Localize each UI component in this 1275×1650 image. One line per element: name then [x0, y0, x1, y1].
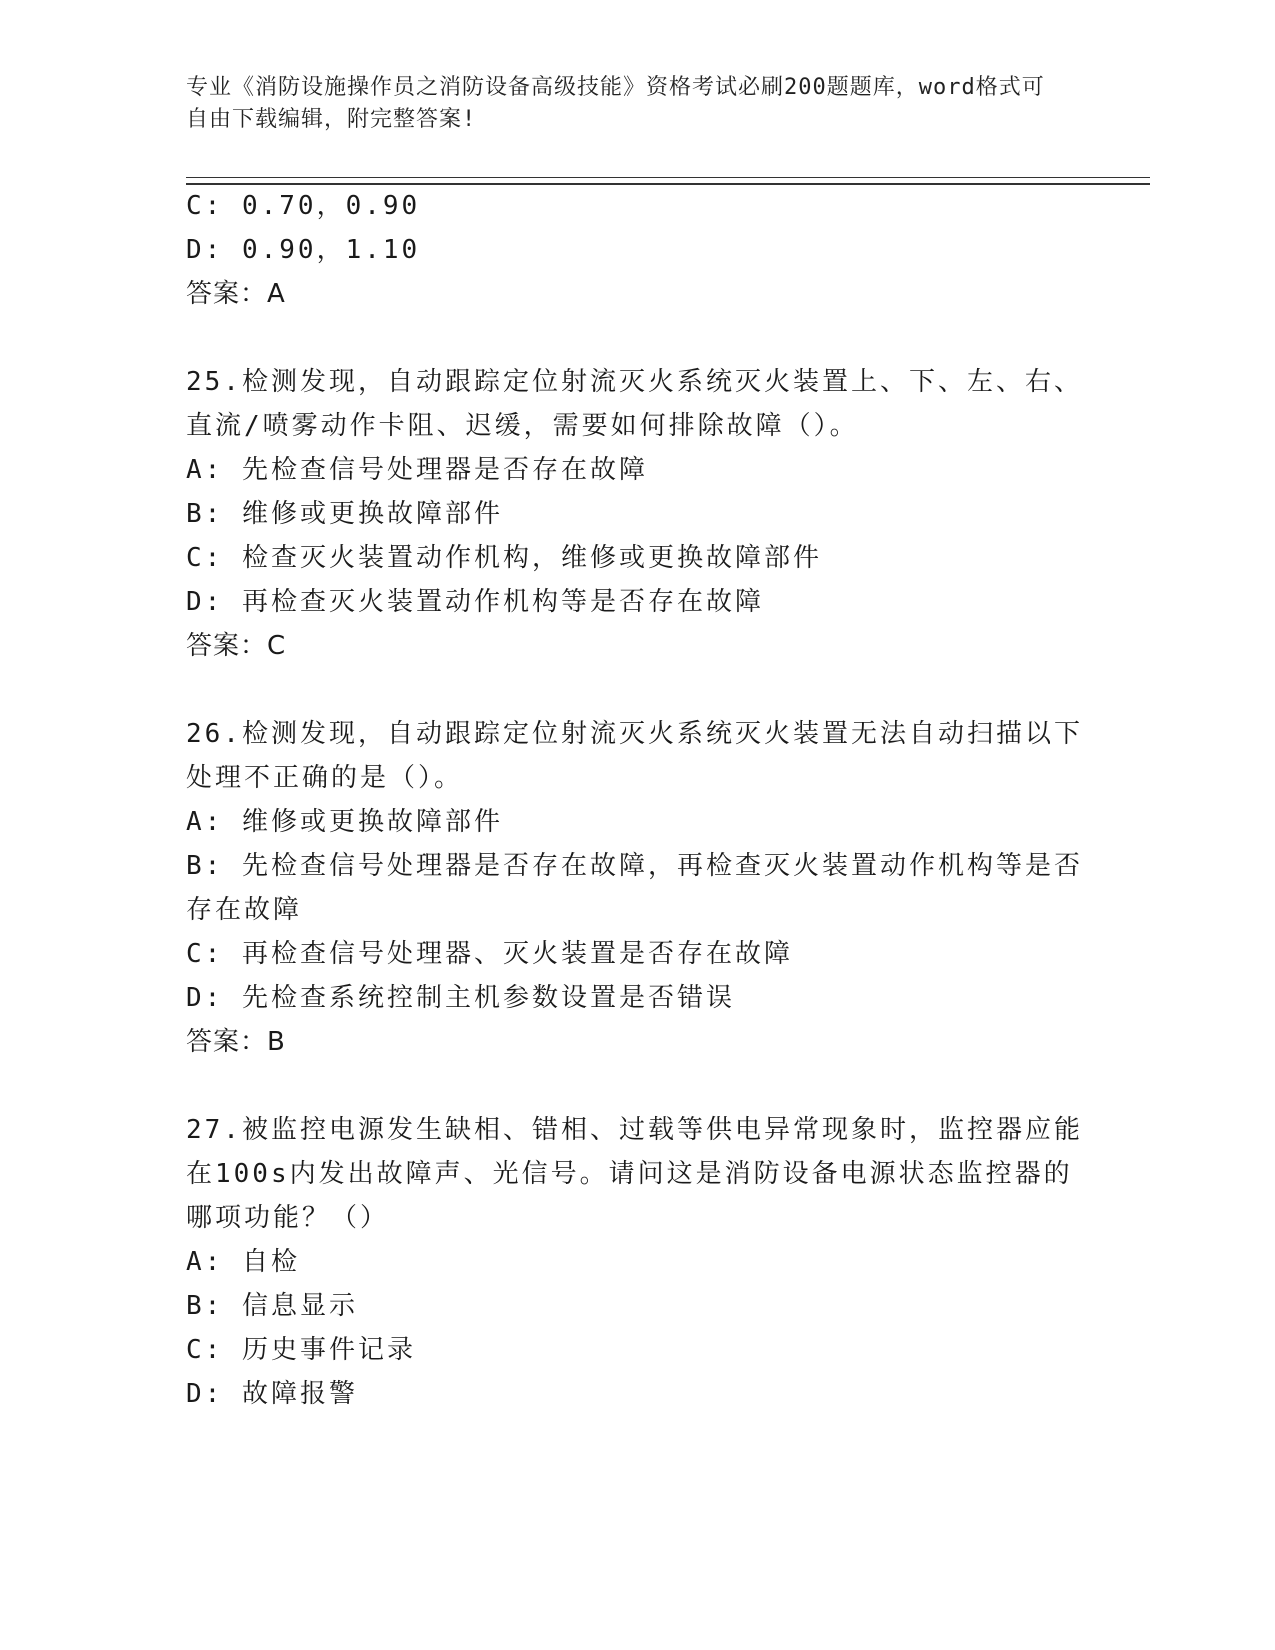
q25-option-b: B: 维修或更换故障部件	[186, 499, 503, 529]
prev-option-d: D: 0.90，1.10	[186, 235, 421, 265]
q26-answer: 答案：B	[186, 1027, 286, 1057]
q26-option-b-line1: B: 先检查信号处理器是否存在故障，再检查灭火装置动作机构等是否	[186, 851, 1083, 881]
q25-option-c: C: 检查灭火装置动作机构，维修或更换故障部件	[186, 543, 822, 573]
header-divider-thick	[186, 183, 1150, 185]
q26-stem-line2: 处理不正确的是（）。	[186, 763, 464, 793]
prev-answer: 答案：A	[186, 279, 286, 309]
q27-stem-line2: 在100s内发出故障声、光信号。请问这是消防设备电源状态监控器的	[186, 1159, 1073, 1189]
q26-option-a: A: 维修或更换故障部件	[186, 807, 503, 837]
q26-stem-line1: 26.检测发现，自动跟踪定位射流灭火系统灭火装置无法自动扫描以下	[186, 719, 1083, 749]
q25-stem-line1: 25.检测发现，自动跟踪定位射流灭火系统灭火装置上、下、左、右、	[186, 367, 1083, 397]
q27-option-c: C: 历史事件记录	[186, 1335, 416, 1365]
q27-option-b: B: 信息显示	[186, 1291, 358, 1321]
header-divider-thin	[186, 177, 1150, 178]
q25-stem-line2: 直流/喷雾动作卡阻、迟缓，需要如何排除故障（）。	[186, 411, 859, 441]
document-header: 专业《消防设施操作员之消防设备高级技能》资格考试必刷200题题库，word格式可自由下载编辑，附完整答案!	[186, 75, 1045, 132]
q27-option-a: A: 自检	[186, 1247, 300, 1277]
q27-stem-line1: 27.被监控电源发生缺相、错相、过载等供电异常现象时，监控器应能	[186, 1115, 1083, 1145]
q27-option-d: D: 故障报警	[186, 1379, 358, 1409]
q25-option-a: A: 先检查信号处理器是否存在故障	[186, 455, 648, 485]
prev-option-c: C: 0.70，0.90	[186, 191, 421, 221]
q26-option-d: D: 先检查系统控制主机参数设置是否错误	[186, 983, 735, 1013]
q26-option-c: C: 再检查信号处理器、灭火装置是否存在故障	[186, 939, 793, 969]
q25-answer: 答案：C	[186, 631, 287, 661]
q26-option-b-line2: 存在故障	[186, 895, 303, 925]
q25-option-d: D: 再检查灭火装置动作机构等是否存在故障	[186, 587, 764, 617]
q27-stem-line3: 哪项功能？（）	[186, 1203, 390, 1233]
